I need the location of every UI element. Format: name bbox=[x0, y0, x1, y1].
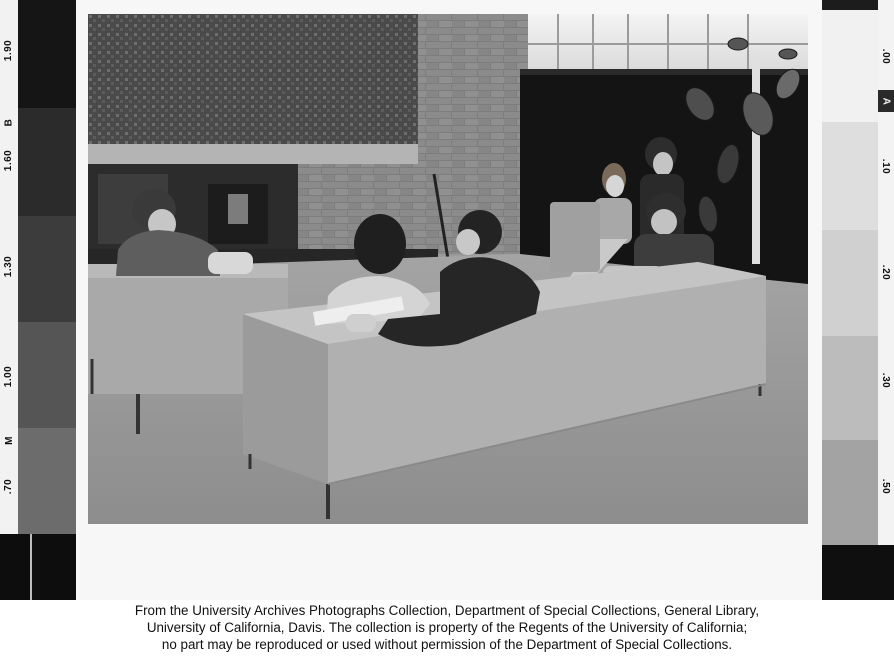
right-calibration-strip bbox=[822, 0, 894, 600]
scale-label: .70 bbox=[3, 478, 15, 494]
dark-corner bbox=[822, 545, 894, 600]
divider bbox=[30, 534, 32, 600]
gray-patch bbox=[822, 122, 878, 230]
copyright-caption bbox=[0, 600, 894, 670]
gray-patch bbox=[18, 108, 76, 216]
left-calibration-strip bbox=[0, 0, 76, 600]
scale-label: 1.90 bbox=[3, 39, 15, 61]
gray-patch bbox=[822, 230, 878, 336]
scale-label: 1.60 bbox=[3, 149, 15, 171]
scale-label: B bbox=[3, 118, 15, 126]
mosaic-panel bbox=[88, 14, 418, 149]
scale-label: .00 bbox=[880, 48, 892, 64]
scale-label: .10 bbox=[880, 158, 892, 174]
lounge-photograph bbox=[88, 14, 808, 524]
scale-label: A bbox=[880, 97, 892, 105]
scale-label: 1.00 bbox=[3, 365, 15, 387]
dark-corner bbox=[0, 534, 76, 600]
gray-patch bbox=[822, 336, 878, 440]
gray-patch bbox=[18, 322, 76, 428]
gray-patch bbox=[18, 216, 76, 322]
scale-label: 1.30 bbox=[3, 255, 15, 277]
gray-patch bbox=[822, 10, 878, 122]
photo-illustration bbox=[88, 14, 808, 524]
gray-patch bbox=[822, 440, 878, 545]
gray-patch bbox=[822, 0, 878, 10]
gray-patch bbox=[18, 0, 76, 108]
gray-patch bbox=[18, 428, 76, 534]
scale-label: .50 bbox=[880, 478, 892, 494]
scale-label: .20 bbox=[880, 264, 892, 280]
caption-line: University of California, Davis. The collection is property of the Regents of the University of California; bbox=[146, 620, 748, 635]
scale-label: M bbox=[3, 435, 15, 445]
caption-line: From the University Archives Photographs Collection, Department of Special Collections, General Library, bbox=[134, 603, 760, 618]
caption-line: no part may be reproduced or used without permission of the Department of Special Collections. bbox=[161, 637, 733, 652]
left-scale-ruler bbox=[0, 0, 18, 600]
scale-label: .30 bbox=[880, 372, 892, 388]
back-chair bbox=[550, 202, 600, 272]
mantel bbox=[88, 144, 418, 164]
